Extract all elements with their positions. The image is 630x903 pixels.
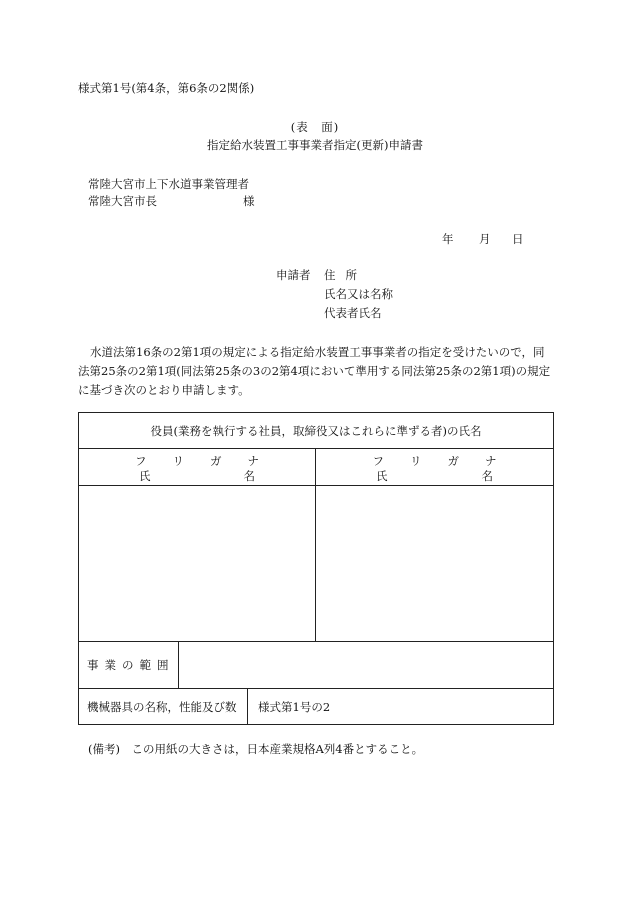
- officer-name-header-left: [79, 449, 316, 486]
- business-scope-label: 事業の範囲: [79, 642, 179, 689]
- officer-name-header-right: [316, 449, 554, 486]
- given-name-label: 名: [243, 469, 255, 483]
- given-name-label: 名: [481, 469, 494, 483]
- kana-na: ナ: [247, 454, 259, 468]
- officers-header: 役員(業務を執行する社員，取締役又はこれらに準ずる者)の氏名: [79, 413, 554, 449]
- equipment-value: 様式第1号の2: [248, 689, 554, 725]
- surname-label: 氏: [139, 469, 151, 483]
- remarks-note: (備考) この用紙の大きさは，日本産業規格A列4番とすること。: [88, 742, 424, 756]
- kana-ri: リ: [410, 454, 422, 468]
- kana-fu: フ: [135, 454, 147, 468]
- application-table: [78, 412, 554, 725]
- kana-ga: ガ: [447, 454, 460, 468]
- name-label: 氏名又は名称: [324, 287, 393, 301]
- honorific: 様: [243, 194, 255, 208]
- equipment-label: 機械器具の名称，性能及び数: [79, 689, 248, 725]
- kana-fu: フ: [372, 454, 385, 468]
- date-day-label: 日: [512, 232, 524, 246]
- date-month-label: 月: [479, 232, 491, 246]
- address-label: 住所: [324, 268, 367, 282]
- kana-ga: ガ: [210, 454, 222, 468]
- representative-label: 代表者氏名: [324, 306, 382, 320]
- date-year-label: 年: [442, 232, 454, 246]
- addressee-line-1: 常陸大宮市上下水道事業管理者: [88, 177, 249, 191]
- kana-ri: リ: [172, 454, 184, 468]
- kana-na: ナ: [485, 454, 497, 468]
- officer-names-left-field[interactable]: [79, 486, 316, 642]
- officer-names-right-field[interactable]: [316, 486, 554, 642]
- application-statement: 水道法第16条の2第1項の規定による指定給水装置工事事業者の指定を受けたいので，同法第25条の2第1項(同法第25条の3の2第4項において準用する同法第25条の2第1項)の規定に基づき次のとおり申請します。: [78, 345, 551, 397]
- applicant-label: 申請者: [276, 268, 311, 282]
- surname-label: 氏: [376, 469, 388, 483]
- document-title: 指定給水装置工事事業者指定(更新)申請書: [207, 138, 423, 152]
- addressee-line-2: 常陸大宮市長: [88, 194, 157, 208]
- form-number: 様式第1号(第4条，第6条の2関係): [78, 81, 255, 95]
- business-scope-field[interactable]: [179, 642, 554, 689]
- side-label: (表 面): [290, 120, 340, 134]
